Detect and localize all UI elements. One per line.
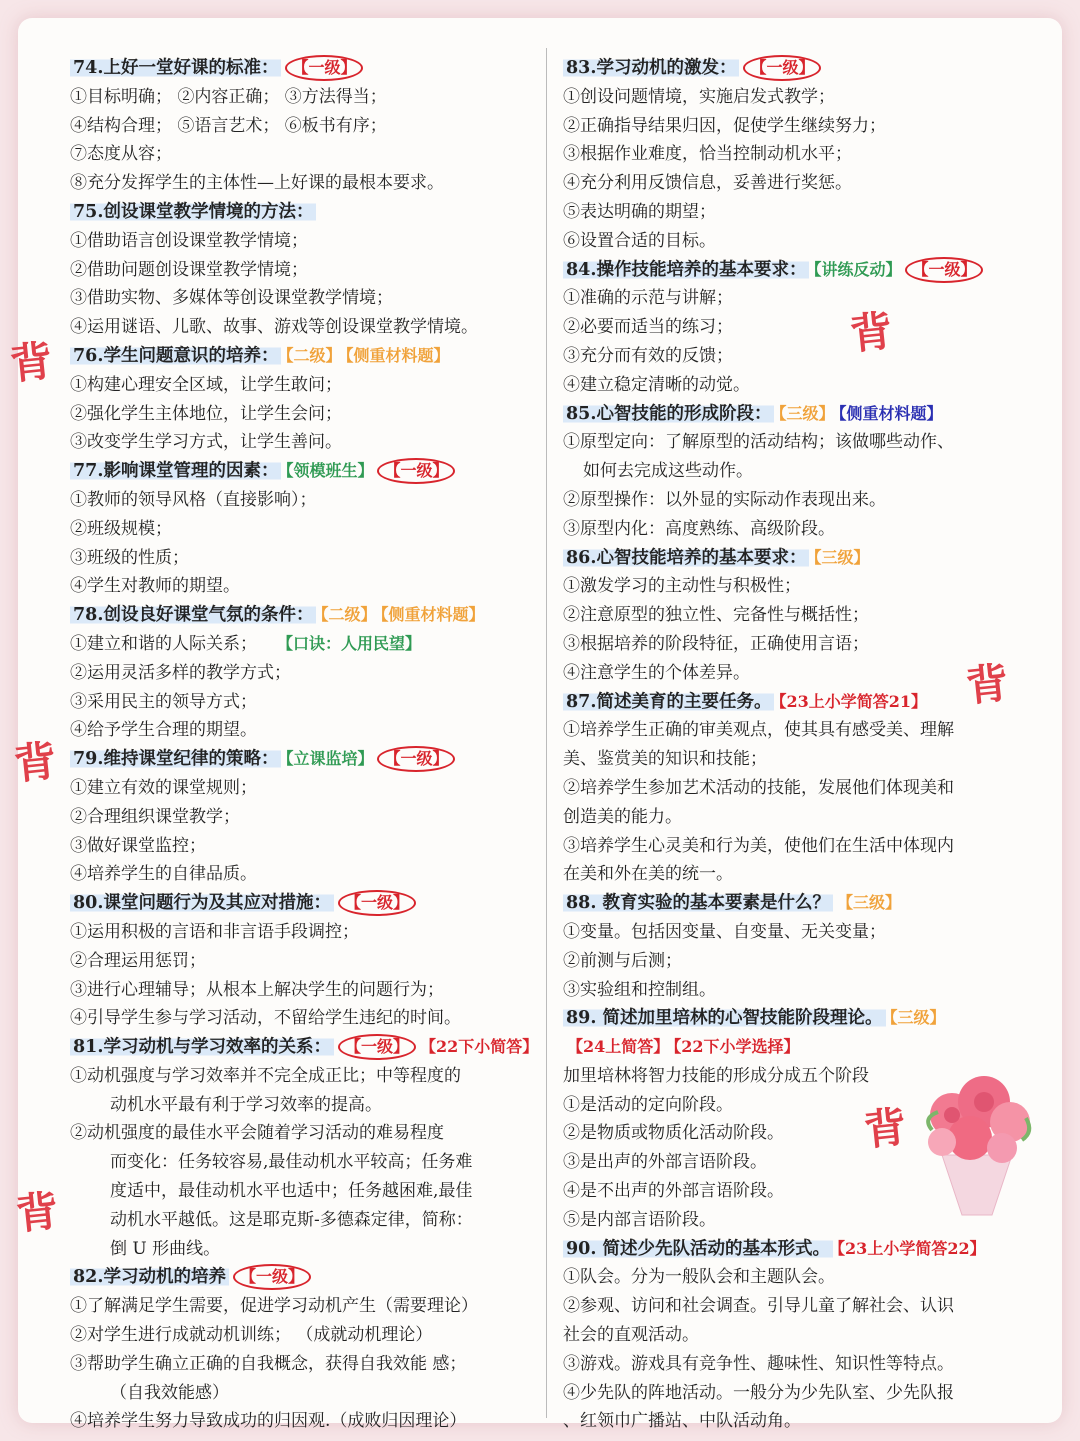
bei-stamp: 背 xyxy=(7,335,55,390)
bei-stamp: 背 xyxy=(963,657,1011,712)
tag-label: 【领模班生】 xyxy=(285,461,374,481)
list-item xyxy=(70,112,544,141)
list-item-text: ③是出声的外部言语阶段。 xyxy=(563,1152,767,1173)
list-item-text: ③根据培养的阶段特征，正确使用言语； xyxy=(563,633,869,654)
list-item xyxy=(563,1033,1043,1062)
tag-label: 【22下小简答】 xyxy=(419,1037,539,1057)
list-item-text: ②班级规模； xyxy=(70,518,172,539)
list-item-text: ③改变学生学习方式，让学生善问。 xyxy=(70,432,342,453)
list-item xyxy=(70,1235,544,1264)
list-item xyxy=(563,284,1043,313)
list-item xyxy=(70,1119,544,1148)
level-badge: 【一级】 xyxy=(743,55,821,81)
list-item xyxy=(70,630,544,659)
bei-stamp: 背 xyxy=(13,1185,61,1240)
list-item-text: ①培养学生正确的审美观点，使其具有感受美、理解 xyxy=(563,720,954,741)
list-item xyxy=(563,601,1043,630)
section-title: 84.操作技能培养的基本要求： xyxy=(563,260,809,280)
list-item-text: ③根据作业难度，恰当控制动机水平； xyxy=(563,144,852,165)
list-item-text: ②原型操作：以外显的实际动作表现出来。 xyxy=(563,489,886,510)
list-item-text: 度适中，最佳动机水平也适中；任务越困难,最佳 xyxy=(110,1181,473,1202)
list-item xyxy=(70,1206,544,1235)
level-badge: 【一级】 xyxy=(338,890,416,916)
list-item-text: ⑤是内部言语阶段。 xyxy=(563,1209,716,1230)
list-item xyxy=(563,745,1043,774)
list-item-text: ①运用积极的言语和非言语手段调控； xyxy=(70,921,359,942)
section-heading xyxy=(70,745,544,774)
list-item-text: ③原型内化：高度熟练、高级阶段。 xyxy=(563,518,835,539)
list-item-text: ④是不出声的外部言语阶段。 xyxy=(563,1181,784,1202)
list-item xyxy=(563,428,1043,457)
list-item xyxy=(70,1407,544,1436)
list-item xyxy=(70,1177,544,1206)
list-item xyxy=(563,1292,1043,1321)
section-heading xyxy=(70,1033,544,1062)
list-item xyxy=(70,140,544,169)
list-item xyxy=(563,976,1043,1005)
section-title: 76.学生问题意识的培养： xyxy=(70,346,281,366)
list-item xyxy=(563,832,1043,861)
list-item xyxy=(563,140,1043,169)
section-title: 75.创设课堂教学情境的方法： xyxy=(70,202,316,222)
list-item-text: ④建立稳定清晰的动觉。 xyxy=(563,374,750,395)
exam-tag: 【22下小学选择】 xyxy=(673,1037,800,1057)
list-item xyxy=(70,688,544,717)
list-item xyxy=(563,947,1043,976)
list-item-text: 在美和外在美的统一。 xyxy=(563,864,733,885)
list-item-text: ④引导学生参与学习活动，不留给学生违纪的时间。 xyxy=(70,1008,461,1029)
list-item-text: ①是活动的定向阶段。 xyxy=(563,1094,733,1115)
section-title: 77.影响课堂管理的因素： xyxy=(70,461,281,481)
list-item xyxy=(563,1350,1043,1379)
list-item xyxy=(563,1321,1043,1350)
list-item-text: ③实验组和控制组。 xyxy=(563,979,716,1000)
list-item xyxy=(70,1379,544,1408)
tag-label: 【侧重材料题】 xyxy=(345,345,450,365)
list-item xyxy=(70,832,544,861)
section-title: 89. 简述加里培林的心智技能阶段理论。 xyxy=(563,1008,886,1028)
list-item-text: ⑤表达明确的期望； xyxy=(563,201,716,222)
list-item-text: ④给予学生合理的期望。 xyxy=(70,720,257,741)
list-item xyxy=(563,112,1043,141)
list-item xyxy=(563,83,1043,112)
list-item-text: （自我效能感） xyxy=(110,1382,229,1403)
section-title: 83.学习动机的激发： xyxy=(563,58,739,78)
section-title: 86.心智技能培养的基本要求： xyxy=(563,548,809,568)
list-item-text: ②动机强度的最佳水平会随着学习活动的难易程度 xyxy=(70,1123,444,1144)
list-item xyxy=(70,371,544,400)
list-item xyxy=(70,486,544,515)
list-item-text: ①动机强度与学习效率并不完全成正比；中等程度的 xyxy=(70,1065,461,1086)
section-heading xyxy=(70,889,544,918)
list-item xyxy=(70,313,544,342)
list-item xyxy=(70,256,544,285)
list-item-text: ③培养学生心灵美和行为美，使他们在生活中体现内 xyxy=(563,835,954,856)
section-title: 87.简述美育的主要任务。 xyxy=(563,692,774,712)
list-item-text: 倒 U 形曲线。 xyxy=(110,1238,221,1259)
list-item xyxy=(563,803,1043,832)
mnemonic-tag: 【口诀：人用民望】 xyxy=(285,633,422,653)
section-title: 85.心智技能的形成阶段： xyxy=(563,404,774,424)
list-item-text: 动机水平最有利于学习效率的提高。 xyxy=(110,1094,382,1115)
list-item-text: 加里培林将智力技能的形成分成五个阶段 xyxy=(563,1065,869,1086)
list-item-text: 如何去完成这些动作。 xyxy=(583,461,753,482)
section-heading xyxy=(563,400,1043,429)
list-item-text: ⑥设置合适的目标。 xyxy=(563,230,716,251)
section-title: 90. 简述少先队活动的基本形式。 xyxy=(563,1239,833,1259)
section-heading xyxy=(563,889,1043,918)
list-item-text: ①建立和谐的人际关系； xyxy=(70,633,257,654)
list-item xyxy=(563,198,1043,227)
list-item-text: 社会的直观活动。 xyxy=(563,1325,699,1346)
tag-label: 【讲练反动】 xyxy=(813,259,902,279)
tag-label: 【三级】 xyxy=(813,547,870,567)
list-item xyxy=(70,1292,544,1321)
list-item-text: 创造美的能力。 xyxy=(563,806,682,827)
section-heading xyxy=(563,544,1043,573)
list-item-text: ①借助语言创设课堂教学情境； xyxy=(70,230,308,251)
list-item-text: ④学生对教师的期望。 xyxy=(70,576,240,597)
list-item xyxy=(70,227,544,256)
list-item xyxy=(563,572,1043,601)
list-item xyxy=(563,169,1043,198)
list-item-text: ①激发学习的主动性与积极性； xyxy=(563,576,801,597)
list-item-text: ①队会。分为一般队会和主题队会。 xyxy=(563,1267,835,1288)
section-heading xyxy=(70,54,544,83)
list-item xyxy=(563,716,1043,745)
tag-label: 【立课监培】 xyxy=(285,749,374,769)
list-item-text: ①准确的示范与讲解； xyxy=(563,288,733,309)
level-badge: 【一级】 xyxy=(285,55,363,81)
list-item xyxy=(70,947,544,976)
list-item xyxy=(70,918,544,947)
section-heading xyxy=(70,342,544,371)
list-item-text: ②借助问题创设课堂教学情境； xyxy=(70,259,308,280)
section-title: 82.学习动机的培养 xyxy=(70,1267,229,1287)
list-item xyxy=(70,976,544,1005)
list-item-text: ③帮助学生确立正确的自我概念，获得自我效能 感； xyxy=(70,1353,467,1374)
flower-bouquet-icon xyxy=(912,1060,1042,1220)
list-item-text: ②参观、访问和社会调查。引导儿童了解社会、认识 xyxy=(563,1296,954,1317)
bei-stamp: 背 xyxy=(861,1101,909,1156)
list-item xyxy=(70,860,544,889)
list-item-text: ①了解满足学生需要，促进学习动机产生（需要理论） xyxy=(70,1296,478,1317)
notes-page xyxy=(7,18,1062,1432)
tag-label: 【二级】 xyxy=(285,345,342,365)
list-item-text: 动机水平越低。这是耶克斯-多德森定律，简称： xyxy=(110,1209,473,1230)
list-item-text: ②对学生进行成就动机训练； （成就动机理论） xyxy=(70,1325,433,1346)
list-item-text: ①教师的领导风格（直接影响）； xyxy=(70,489,317,510)
list-item-text: ④注意学生的个体差异。 xyxy=(563,662,750,683)
list-item xyxy=(563,515,1043,544)
list-item xyxy=(70,515,544,544)
list-item-text: ②注意原型的独立性、完备性与概括性； xyxy=(563,605,869,626)
list-item xyxy=(70,400,544,429)
section-heading xyxy=(563,54,1043,83)
column-divider xyxy=(546,48,547,1418)
list-item-text: ③做好课堂监控； xyxy=(70,835,206,856)
list-item-text: ④充分利用反馈信息，妥善进行奖惩。 xyxy=(563,173,852,194)
list-item-text: ③采用民主的领导方式； xyxy=(70,691,257,712)
list-item-text: ②强化学生主体地位，让学生会问； xyxy=(70,403,342,424)
left-column xyxy=(70,54,544,1436)
tag-label: 【三级】 xyxy=(837,893,902,913)
list-item xyxy=(70,428,544,457)
list-item xyxy=(563,342,1043,371)
tag-label: 【23上小学简答21】 xyxy=(778,691,927,711)
list-item xyxy=(563,371,1043,400)
list-item-text: ④培养学生的自律品质。 xyxy=(70,864,257,885)
list-item xyxy=(563,457,1043,486)
list-item-text: ④运用谜语、儿歌、故事、游戏等创设课堂教学情境。 xyxy=(70,317,478,338)
list-item xyxy=(70,83,544,112)
list-item xyxy=(563,313,1043,342)
tag-label: 【三级】 xyxy=(778,403,835,423)
list-item xyxy=(563,486,1043,515)
bei-stamp: 背 xyxy=(11,735,59,790)
section-heading xyxy=(70,601,544,630)
list-item xyxy=(563,1407,1043,1436)
list-item-text: ②合理组织课堂教学； xyxy=(70,806,240,827)
list-item-text: ④结构合理； ⑤语言艺术； ⑥板书有序； xyxy=(70,115,387,136)
list-item-text: ③进行心理辅导；从根本上解决学生的问题行为； xyxy=(70,979,444,1000)
list-item-text: 而变化：任务较容易,最佳动机水平较高；任务难 xyxy=(110,1152,473,1173)
list-item xyxy=(70,544,544,573)
list-item xyxy=(70,169,544,198)
tag-label: 【23上小学简答22】 xyxy=(837,1238,986,1258)
level-badge: 【一级】 xyxy=(233,1264,311,1290)
list-item xyxy=(70,1062,544,1091)
list-item-text: ②是物质或物质化活动阶段。 xyxy=(563,1123,784,1144)
section-heading xyxy=(70,457,544,486)
list-item-text: ②必要而适当的练习； xyxy=(563,317,733,338)
list-item-text: ⑦态度从容； xyxy=(70,144,172,165)
list-item xyxy=(563,918,1043,947)
list-item-text: 美、鉴赏美的知识和技能； xyxy=(563,749,767,770)
list-item xyxy=(70,803,544,832)
list-item-text: ①创设问题情境，实施启发式教学； xyxy=(563,86,835,107)
list-item-text: ③充分而有效的反馈； xyxy=(563,345,733,366)
list-item-text: ②前测与后测； xyxy=(563,950,682,971)
list-item xyxy=(563,860,1043,889)
level-badge: 【一级】 xyxy=(905,257,983,283)
list-item-text: ④培养学生努力导致成功的归因观.（成败归因理论） xyxy=(70,1411,467,1432)
exam-tag: 【24上简答】 xyxy=(567,1037,670,1057)
list-item-text: ②培养学生参加艺术活动的技能，发展他们体现美和 xyxy=(563,777,954,798)
list-item-text: ①变量。包括因变量、自变量、无关变量； xyxy=(563,921,886,942)
list-item xyxy=(70,716,544,745)
list-item-text: ③游戏。游戏具有竞争性、趣味性、知识性等特点。 xyxy=(563,1353,954,1374)
section-heading xyxy=(563,256,1043,285)
list-item xyxy=(70,774,544,803)
level-badge: 【一级】 xyxy=(377,458,455,484)
list-item xyxy=(70,284,544,313)
list-item xyxy=(70,1091,544,1120)
list-item-text: 、红领巾广播站、中队活动角。 xyxy=(563,1411,801,1432)
list-item xyxy=(70,572,544,601)
list-item xyxy=(70,1321,544,1350)
list-item xyxy=(563,1379,1043,1408)
tag-label: 【二级】 xyxy=(320,605,377,625)
tag-label: 【侧重材料题】 xyxy=(380,605,485,625)
list-item-text: ②正确指导结果归因，促使学生继续努力； xyxy=(563,115,886,136)
list-item-text: ①构建心理安全区域，让学生敢问； xyxy=(70,374,342,395)
section-title: 78.创设良好课堂气氛的条件： xyxy=(70,605,316,625)
section-title: 74.上好一堂好课的标准： xyxy=(70,58,281,78)
list-item-text: ①原型定向：了解原型的活动结构；该做哪些动作、 xyxy=(563,432,954,453)
tag-label: 【侧重材料题】 xyxy=(838,403,943,423)
list-item-text: ②运用灵活多样的教学方式； xyxy=(70,662,291,683)
level-badge: 【一级】 xyxy=(338,1034,416,1060)
section-heading xyxy=(563,1004,1043,1033)
list-item-text: ③班级的性质； xyxy=(70,547,189,568)
section-heading xyxy=(70,1263,544,1292)
list-item-text: ②合理运用惩罚； xyxy=(70,950,206,971)
section-heading xyxy=(563,1235,1043,1264)
bei-stamp: 背 xyxy=(847,305,895,360)
list-item xyxy=(70,1004,544,1033)
tag-label: 【三级】 xyxy=(889,1008,946,1028)
list-item xyxy=(70,1350,544,1379)
list-item-text: ④少先队的阵地活动。一般分为少先队室、少先队报 xyxy=(563,1382,954,1403)
level-badge: 【一级】 xyxy=(377,746,455,772)
list-item xyxy=(563,1263,1043,1292)
list-item xyxy=(70,1148,544,1177)
list-item-text: ⑧充分发挥学生的主体性—上好课的最根本要求。 xyxy=(70,173,444,194)
list-item xyxy=(563,227,1043,256)
list-item-text: ①目标明确； ②内容正确； ③方法得当； xyxy=(70,86,387,107)
list-item xyxy=(563,774,1043,803)
list-item-text: ③借助实物、多媒体等创设课堂教学情境； xyxy=(70,288,393,309)
section-title: 81.学习动机与学习效率的关系： xyxy=(70,1037,334,1057)
right-column xyxy=(563,54,1043,1436)
section-title: 88. 教育实验的基本要素是什么？ xyxy=(563,893,833,913)
section-heading xyxy=(70,198,544,227)
section-title: 79.维持课堂纪律的策略： xyxy=(70,749,281,769)
list-item xyxy=(70,659,544,688)
section-title: 80.课堂问题行为及其应对措施： xyxy=(70,893,334,913)
list-item-text: ①建立有效的课堂规则； xyxy=(70,777,257,798)
